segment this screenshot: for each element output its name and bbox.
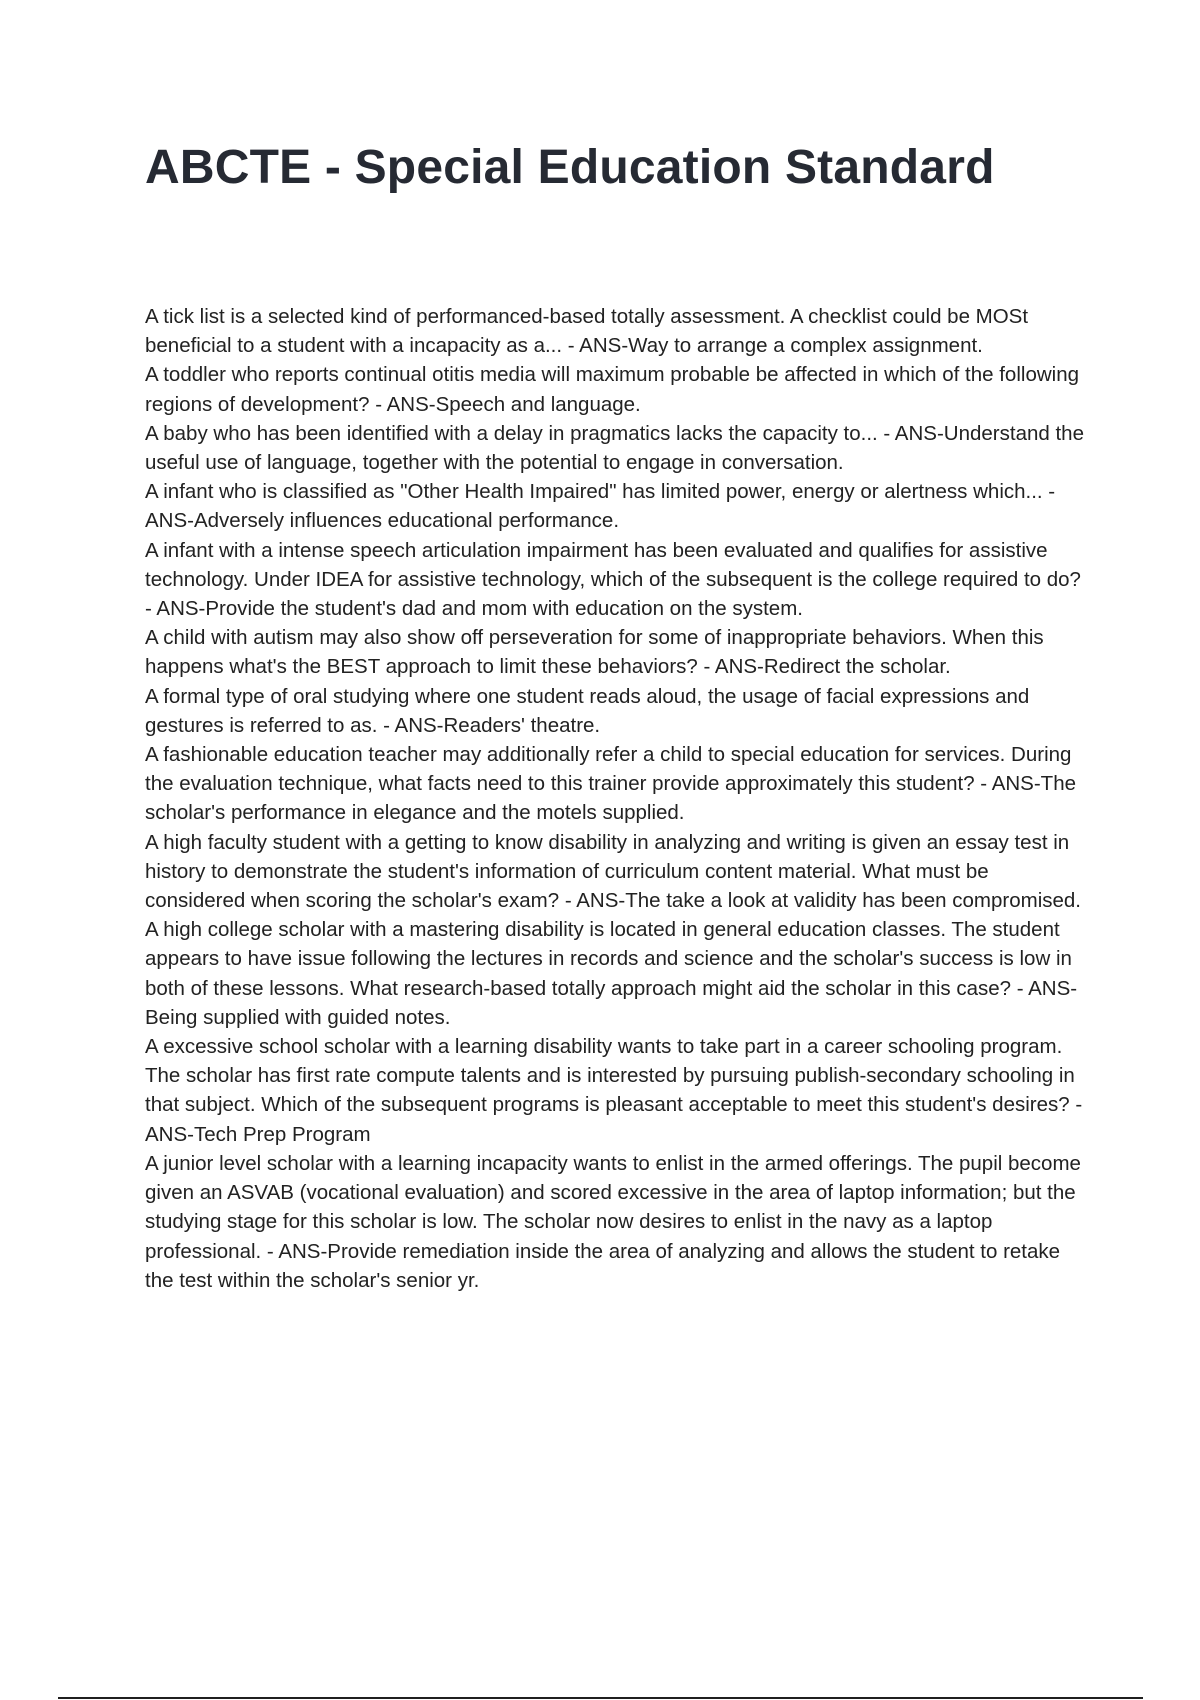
qa-entry: A tick list is a selected kind of performanced-based totally assessment. A checklist could be MOSt beneficial to a student with a incapacity as a... - ANS-Way to arrange a complex assignment. [145, 305, 1029, 358]
qa-entry: A infant with a intense speech articulation impairment has been evaluated and qualifies for assistive technology. Under IDEA for assistive technology, which of the subsequent is the college required to do? - ANS-Provide the student's dad and mom with education on the system. [145, 538, 1081, 621]
qa-entry: A child with autism may also show off perseveration for some of inappropriate behaviors. When this happens what's the BEST approach to limit these behaviors? - ANS-Redirect the scholar. [145, 626, 1044, 679]
qa-entry: A excessive school scholar with a learning disability wants to take part in a career schooling program. The scholar has first rate compute talents and is interested by pursuing publish-secondary schooling in that subject. Which of the subsequent programs is pleasant acceptable to meet this student's desires? - ANS-Tech Prep Program [145, 1035, 1083, 1146]
qa-list [145, 302, 1085, 1295]
qa-entry: A infant who is classified as "Other Health Impaired" has limited power, energy or alertness which... - ANS-Adversely influences educational performance. [145, 480, 1056, 533]
qa-entry: A fashionable education teacher may additionally refer a child to special education for services. During the evaluation technique, what facts need to this trainer provide approximately this student? - ANS-The scholar's performance in elegance and the motels supplied. [145, 743, 1076, 825]
qa-entry: A junior level scholar with a learning incapacity wants to enlist in the armed offerings. The pupil become given an ASVAB (vocational evaluation) and scored excessive in the area of laptop information; but the studying stage for this scholar is low. The scholar now desires to enlist in the navy as a laptop professional. - ANS-Provide remediation inside the area of analyzing and allows the student to retake the test within the scholar's senior yr. [145, 1151, 1081, 1292]
qa-entry: A formal type of oral studying where one student reads aloud, the usage of facial expressions and gestures is referred to as. - ANS-Readers' theatre. [145, 684, 1030, 737]
qa-entry: A high faculty student with a getting to know disability in analyzing and writing is given an essay test in history to demonstrate the student's information of curriculum content material. What must be considered when scoring the scholar's exam? - ANS-The take a look at validity has been compromised. [145, 830, 1081, 913]
page-bottom-divider [58, 1697, 1143, 1699]
qa-entry: A high college scholar with a mastering disability is located in general education classes. The student appears to have issue following the lectures in records and science and the scholar's success is low in both of these lessons. What research-based totally approach might aid the scholar in this case? - ANS-Being supplied with guided notes. [145, 918, 1078, 1029]
qa-entry: A toddler who reports continual otitis media will maximum probable be affected in which of the following regions of development? - ANS-Speech and language. [145, 363, 1080, 416]
qa-entry: A baby who has been identified with a delay in pragmatics lacks the capacity to... - ANS-Understand the useful use of language, together with the potential to engage in conversation. [145, 421, 1084, 475]
page-title: ABCTE - Special Education Standard [145, 141, 995, 194]
